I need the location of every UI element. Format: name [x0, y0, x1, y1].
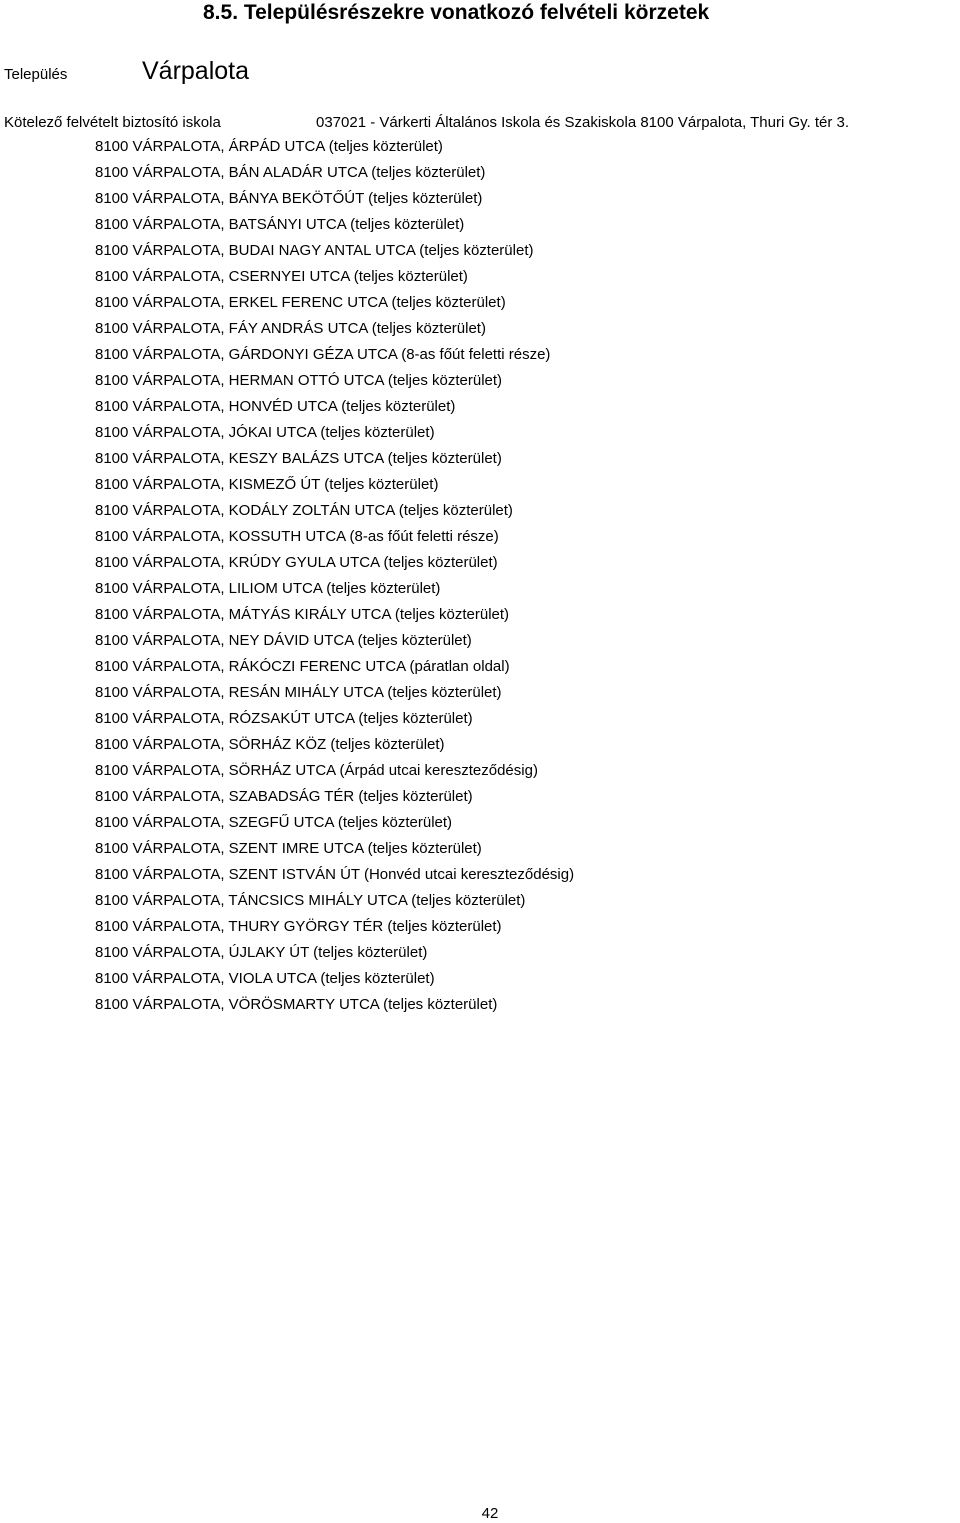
- list-item: 8100 VÁRPALOTA, TÁNCSICS MIHÁLY UTCA (teljes közterület): [95, 892, 526, 909]
- section-title: 8.5. Településrészekre vonatkozó felvételi körzetek: [203, 1, 710, 24]
- list-item: 8100 VÁRPALOTA, BÁNYA BEKÖTŐÚT (teljes közterület): [95, 190, 483, 207]
- list-item: 8100 VÁRPALOTA, LILIOM UTCA (teljes közterület): [95, 580, 441, 597]
- list-item: 8100 VÁRPALOTA, SZEGFŰ UTCA (teljes közterület): [95, 814, 453, 831]
- page-number: 42: [481, 1505, 499, 1522]
- list-item: 8100 VÁRPALOTA, CSERNYEI UTCA (teljes közterület): [95, 268, 468, 285]
- list-item: 8100 VÁRPALOTA, ERKEL FERENC UTCA (teljes közterület): [95, 294, 506, 311]
- settlement-value: Várpalota: [142, 57, 250, 85]
- list-item: 8100 VÁRPALOTA, RÁKÓCZI FERENC UTCA (páratlan oldal): [95, 658, 510, 675]
- list-item: 8100 VÁRPALOTA, GÁRDONYI GÉZA UTCA (8-as főút feletti része): [95, 346, 551, 363]
- school-value: 037021 - Várkerti Általános Iskola és Szakiskola 8100 Várpalota, Thuri Gy. tér 3.: [316, 114, 850, 131]
- school-label: Kötelező felvételt biztosító iskola: [4, 114, 221, 131]
- settlement-label: Település: [4, 66, 68, 83]
- list-item: 8100 VÁRPALOTA, BUDAI NAGY ANTAL UTCA (teljes közterület): [95, 242, 534, 259]
- list-item: 8100 VÁRPALOTA, RESÁN MIHÁLY UTCA (teljes közterület): [95, 684, 502, 701]
- street-list: [95, 138, 574, 1022]
- list-item: 8100 VÁRPALOTA, ÚJLAKY ÚT (teljes közterület): [95, 944, 428, 961]
- list-item: 8100 VÁRPALOTA, KODÁLY ZOLTÁN UTCA (teljes közterület): [95, 502, 513, 519]
- list-item: 8100 VÁRPALOTA, ÁRPÁD UTCA (teljes közterület): [95, 138, 443, 155]
- list-item: 8100 VÁRPALOTA, VÖRÖSMARTY UTCA (teljes közterület): [95, 996, 498, 1013]
- list-item: 8100 VÁRPALOTA, SZENT IMRE UTCA (teljes közterület): [95, 840, 482, 857]
- list-item: 8100 VÁRPALOTA, HONVÉD UTCA (teljes közterület): [95, 398, 456, 415]
- list-item: 8100 VÁRPALOTA, SÖRHÁZ UTCA (Árpád utcai kereszteződésig): [95, 762, 538, 779]
- list-item: 8100 VÁRPALOTA, RÓZSAKÚT UTCA (teljes közterület): [95, 710, 473, 727]
- list-item: 8100 VÁRPALOTA, KOSSUTH UTCA (8-as főút feletti része): [95, 528, 499, 545]
- list-item: 8100 VÁRPALOTA, NEY DÁVID UTCA (teljes közterület): [95, 632, 472, 649]
- list-item: 8100 VÁRPALOTA, VIOLA UTCA (teljes közterület): [95, 970, 435, 987]
- list-item: 8100 VÁRPALOTA, SZENT ISTVÁN ÚT (Honvéd utcai kereszteződésig): [95, 866, 575, 883]
- list-item: 8100 VÁRPALOTA, KESZY BALÁZS UTCA (teljes közterület): [95, 450, 502, 467]
- list-item: 8100 VÁRPALOTA, FÁY ANDRÁS UTCA (teljes közterület): [95, 320, 486, 337]
- list-item: 8100 VÁRPALOTA, KRÚDY GYULA UTCA (teljes közterület): [95, 554, 498, 571]
- list-item: 8100 VÁRPALOTA, KISMEZŐ ÚT (teljes közterület): [95, 476, 439, 493]
- list-item: 8100 VÁRPALOTA, BÁN ALADÁR UTCA (teljes közterület): [95, 164, 486, 181]
- list-item: 8100 VÁRPALOTA, SZABADSÁG TÉR (teljes közterület): [95, 788, 473, 805]
- list-item: 8100 VÁRPALOTA, BATSÁNYI UTCA (teljes közterület): [95, 216, 465, 233]
- list-item: 8100 VÁRPALOTA, JÓKAI UTCA (teljes közterület): [95, 424, 435, 441]
- list-item: 8100 VÁRPALOTA, HERMAN OTTÓ UTCA (teljes közterület): [95, 372, 503, 389]
- list-item: 8100 VÁRPALOTA, MÁTYÁS KIRÁLY UTCA (teljes közterület): [95, 606, 510, 623]
- list-item: 8100 VÁRPALOTA, THURY GYÖRGY TÉR (teljes közterület): [95, 918, 502, 935]
- list-item: 8100 VÁRPALOTA, SÖRHÁZ KÖZ (teljes közterület): [95, 736, 445, 753]
